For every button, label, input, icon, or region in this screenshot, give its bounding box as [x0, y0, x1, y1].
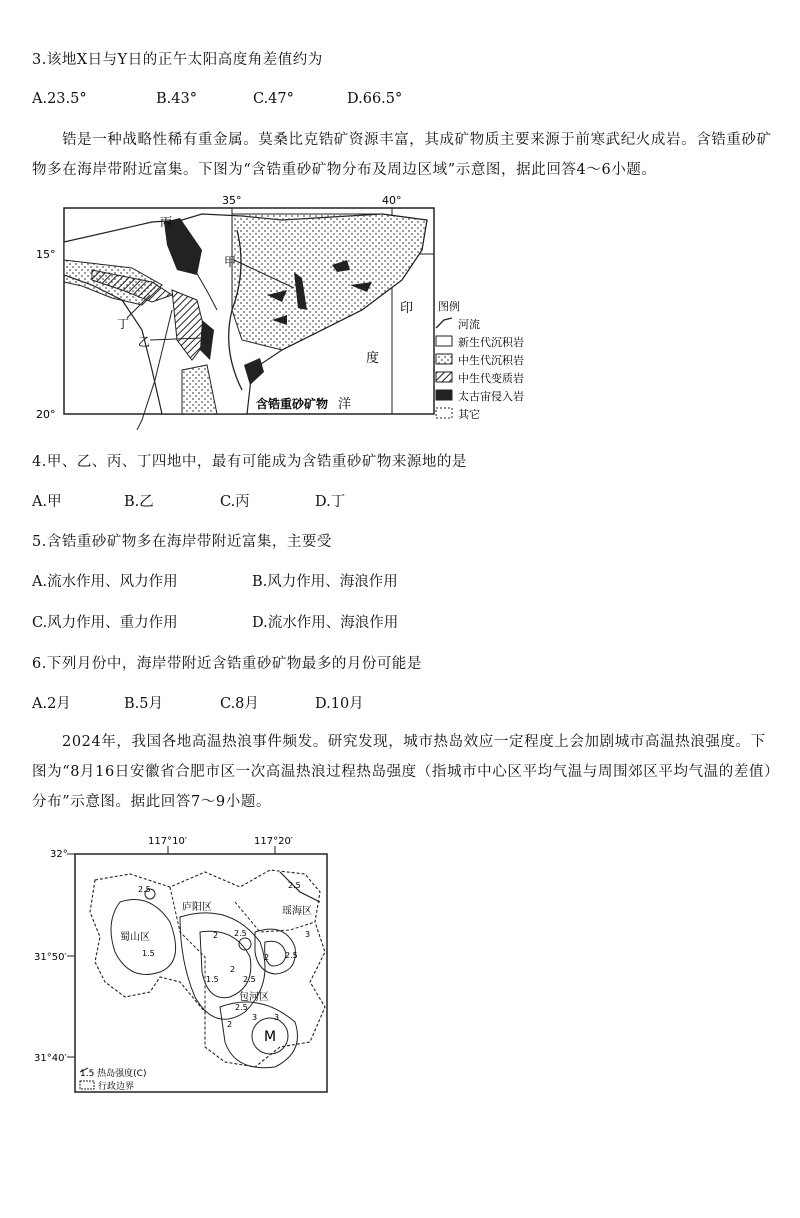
contour-value: 2.5: [288, 881, 301, 890]
contour-value: 2.5: [285, 951, 298, 960]
lat-label-15: 15°: [36, 248, 56, 261]
contour-value: 2.5: [243, 975, 256, 984]
legend-archean-swatch: [436, 390, 452, 400]
legend-title: 图例: [438, 300, 460, 313]
sea-label-1: 印: [400, 301, 414, 316]
q4-stem: 4.甲、乙、丙、丁四地中，最有可能成为含锆重砂矿物来源地的是: [32, 454, 467, 470]
q4-option-d: D.丁: [315, 494, 346, 510]
contour-value: 1.5: [142, 949, 155, 958]
legend-mesozoic-sed: 中生代沉积岩: [458, 354, 524, 367]
sea-label-3: 洋: [338, 397, 352, 412]
contour-value: 2: [227, 1020, 233, 1029]
place-label-ding: 丁: [117, 317, 130, 331]
legend-archean: 太古宙侵入岩: [458, 390, 524, 403]
district-yaohai: 瑶海区: [282, 906, 312, 917]
place-label-bing: 丙: [160, 215, 173, 229]
legend-cenozoic: 新生代沉积岩: [458, 336, 524, 349]
q4-option-a: A.甲: [32, 494, 62, 510]
district-baohe: 包河区: [239, 992, 269, 1003]
lon-label-35: 35°: [222, 194, 242, 207]
contour-value: 2: [213, 931, 219, 940]
sea-label-2: 度: [366, 351, 380, 366]
legend-mesozoic-meta: 中生代变质岩: [458, 372, 524, 385]
q6-option-d: D.10月: [315, 696, 364, 712]
q5-option-c: C.风力作用、重力作用: [32, 615, 178, 631]
legend-boundary: 行政边界: [98, 1082, 135, 1092]
contour-value: 2: [264, 953, 270, 962]
place-label-jia: 甲: [224, 255, 237, 269]
lon-label-117-20: 117°20′: [254, 836, 294, 847]
deposit-label: 含锆重砂矿物: [256, 397, 329, 411]
lat-label-32: 32°: [50, 849, 68, 860]
legend-mesozoic-sed-swatch: [436, 354, 452, 364]
q6-option-b: B.5月: [124, 696, 163, 712]
q4-option-c: C.丙: [220, 494, 250, 510]
lat-label-31-40: 31°40′: [34, 1053, 67, 1064]
legend-other: 其它: [458, 408, 480, 421]
q3-stem: 3.该地X日与Y日的正午太阳高度角差值约为: [32, 52, 323, 68]
lat-label-20: 20°: [36, 408, 56, 421]
legend-contour: 1.5 热岛强度(C): [80, 1069, 147, 1079]
q6-option-c: C.8月: [220, 696, 259, 712]
q3-option-a: A.23.5°: [32, 91, 87, 107]
passage-zirconium: 锆是一种战略性稀有重金属。莫桑比克锆矿资源丰富，其成矿物质主要来源于前寒武纪火成岩。含锆重砂矿物多在海岸带附近富集。下图为“含锆重砂矿物分布及周边区域”示意图，据此回答4～6小题。: [32, 132, 772, 178]
contour-value: 2.5: [235, 1003, 248, 1012]
q4-option-b: B.乙: [124, 494, 154, 510]
place-label-yi: 乙: [138, 335, 151, 349]
contour-value: 1.5: [206, 975, 219, 984]
contour-value: 2: [230, 965, 236, 974]
q3-option-b: B.43°: [156, 91, 197, 107]
q3-option-d: D.66.5°: [347, 91, 403, 107]
q6-option-a: A.2月: [32, 696, 71, 712]
legend-other-swatch: [436, 408, 452, 418]
legend-mesozoic-meta-swatch: [436, 372, 452, 382]
lat-label-31-50: 31°50′: [34, 952, 67, 963]
legend-river-swatch: [436, 318, 452, 328]
passage-heat-island: 2024年，我国各地高温热浪事件频发。研究发现，城市热岛效应一定程度上会加剧城市高温热浪强度。下图为“8月16日安徽省合肥市区一次高温热浪过程热岛强度（指城市中心区平均气温与周围郊区平均气温的差值）分布”示意图。据此回答7～9小题。: [32, 734, 772, 810]
heat-island-map: [30, 832, 350, 1112]
q3-option-c: C.47°: [253, 91, 294, 107]
lon-label-117-10: 117°10′: [148, 836, 188, 847]
q5-option-d: D.流水作用、海浪作用: [252, 615, 399, 631]
contour-value: 2.5: [138, 885, 151, 894]
center-label-m: M: [264, 1029, 277, 1045]
contour-value: 3: [274, 1013, 280, 1022]
q5-option-b: B.风力作用、海浪作用: [252, 574, 398, 590]
contour-value: 3: [252, 1013, 258, 1022]
q5-stem: 5.含锆重砂矿物多在海岸带附近富集，主要受: [32, 534, 332, 550]
contour-value: 3: [305, 930, 311, 939]
district-luyang: 庐阳区: [182, 902, 212, 913]
district-shushan: 蜀山区: [120, 932, 150, 943]
legend-river: 河流: [458, 318, 480, 331]
zircon-distribution-map: [32, 190, 572, 430]
q5-option-a: A.流水作用、风力作用: [32, 574, 178, 590]
lon-label-40: 40°: [382, 194, 402, 207]
contour-value: 2.5: [234, 929, 247, 938]
legend-cenozoic-swatch: [436, 336, 452, 346]
q6-stem: 6.下列月份中，海岸带附近含锆重砂矿物最多的月份可能是: [32, 656, 422, 672]
